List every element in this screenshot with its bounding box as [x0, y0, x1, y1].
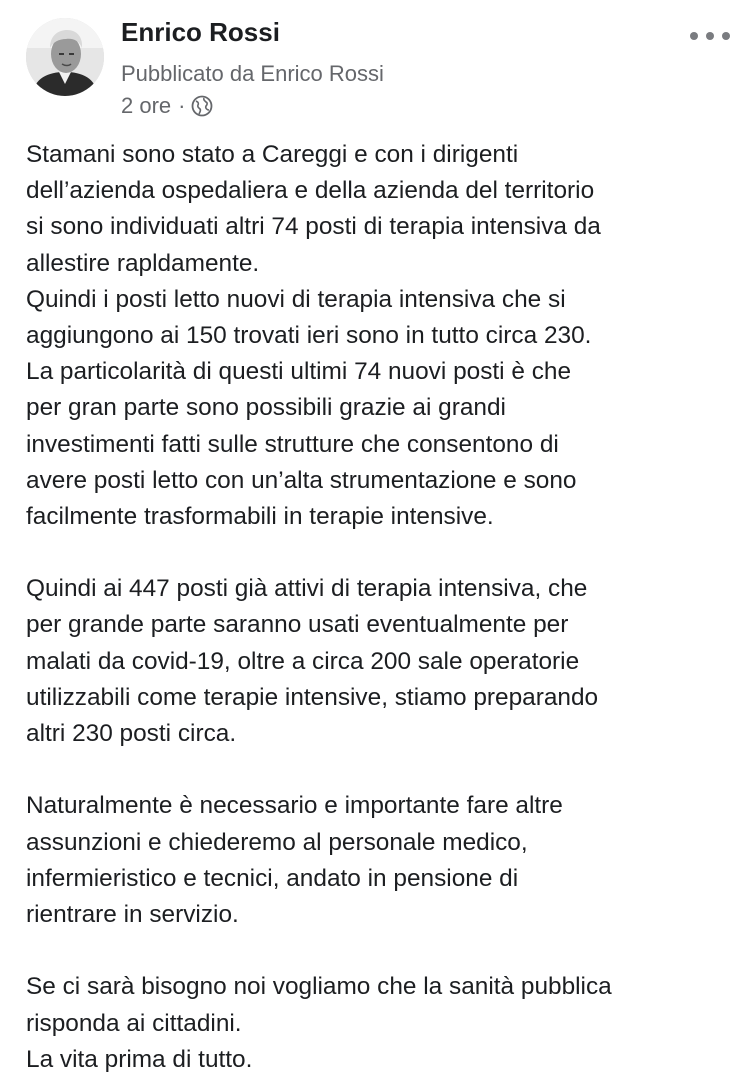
post-text-line: risponda ai cittadini.: [26, 1009, 242, 1037]
post-timestamp[interactable]: 2 ore: [121, 93, 172, 118]
author-name[interactable]: Enrico Rossi: [121, 17, 280, 47]
post-text-line: rientrare in servizio.: [26, 900, 239, 928]
post-text-line: Se ci sarà bisogno noi vogliamo che la sanità pubblica: [26, 973, 612, 1001]
more-dot: [690, 32, 698, 40]
post-text-line: infermieristico e tecnici, andato in pensione di: [26, 864, 519, 892]
globe-icon[interactable]: [191, 95, 213, 117]
published-by-label: Pubblicato da Enrico Rossi: [121, 61, 384, 86]
post-header: [0, 0, 750, 130]
post-text-line: La vita prima di tutto.: [26, 1045, 253, 1073]
post-text-line: facilmente trasformabili in terapie intensive.: [26, 502, 494, 530]
post-text: [26, 137, 726, 1078]
meta-separator: ·: [178, 93, 186, 118]
post-text-line: aggiungono ai 150 trovati ieri sono in tutto circa 230.: [26, 321, 592, 349]
post-text-line: avere posti letto con un’alta strumentazione e sono: [26, 466, 577, 494]
post-text-line: malati da covid-19, oltre a circa 200 sale operatorie: [26, 647, 580, 675]
paragraph-gap: [26, 752, 726, 788]
post-text-line: altri 230 posti circa.: [26, 720, 237, 747]
post-text-line: per gran parte sono possibili grazie ai grandi: [26, 394, 506, 422]
more-dot: [722, 32, 730, 40]
post-text-line: dell’azienda ospedaliera e della azienda del territorio: [26, 177, 595, 205]
post-text-line: Quindi i posti letto nuovi di terapia intensiva che si: [26, 285, 566, 313]
post-meta: [121, 93, 213, 119]
post-text-line: Naturalmente è necessario e importante fare altre: [26, 792, 563, 820]
more-dot: [706, 32, 714, 40]
post-text-line: utilizzabili come terapie intensive, stiamo preparando: [26, 683, 599, 711]
post-text-line: si sono individuati altri 74 posti di terapia intensiva da: [26, 213, 601, 241]
more-options-icon[interactable]: [690, 24, 730, 48]
avatar[interactable]: [26, 18, 104, 96]
post-text-line: Stamani sono stato a Careggi e con i dirigenti: [26, 141, 519, 168]
post-text-line: Quindi ai 447 posti già attivi di terapia intensiva, che: [26, 575, 588, 603]
post-text-line: La particolarità di questi ultimi 74 nuovi posti è che: [26, 358, 572, 386]
avatar-photo: [26, 18, 104, 96]
paragraph-gap: [26, 535, 726, 571]
post-text-line: per grande parte saranno usati eventualmente per: [26, 611, 569, 639]
post-text-line: assunzioni e chiederemo al personale medico,: [26, 828, 528, 856]
post-text-line: investimenti fatti sulle strutture che consentono di: [26, 430, 559, 458]
paragraph-gap: [26, 933, 726, 969]
post-text-line: allestire rapldamente.: [26, 249, 260, 277]
